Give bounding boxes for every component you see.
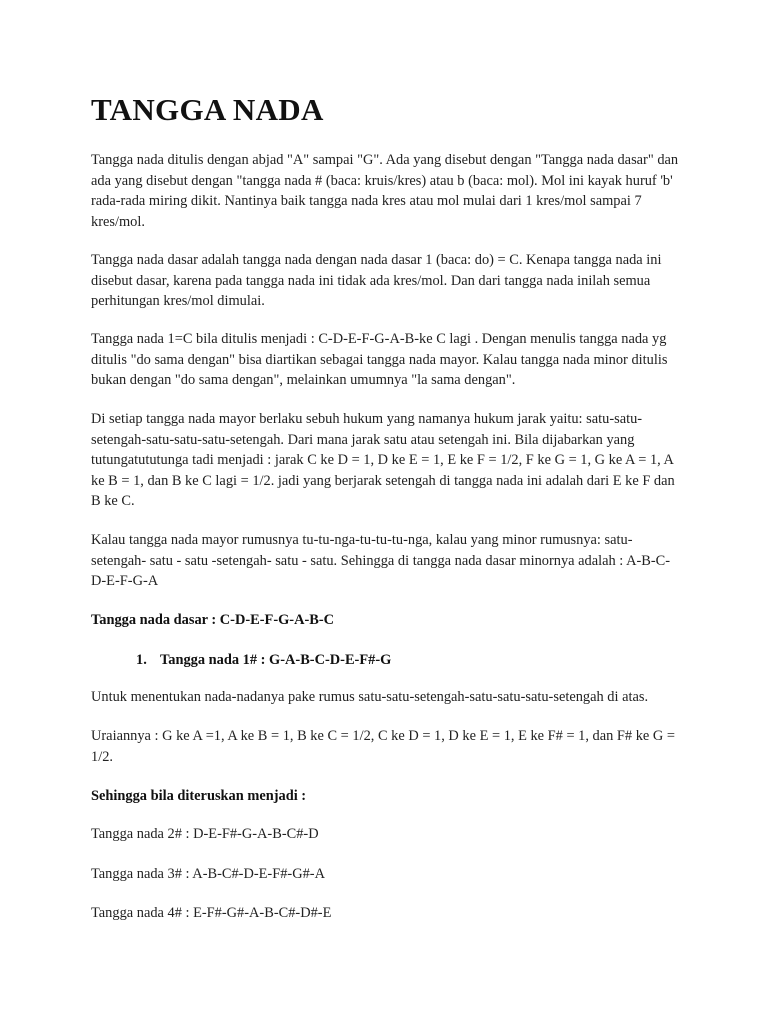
list-item-tangga-nada-1-kres	[136, 650, 391, 671]
paragraph-rumus: Untuk menentukan nada-nadanya pake rumus satu-satu-setengah-satu-satu-satu-setengah di atas.	[91, 689, 649, 705]
scale-line-3-kres: Tangga nada 3# : A-B-C#-D-E-F#-G#-A	[91, 866, 325, 882]
heading-sehingga: Sehingga bila diteruskan menjadi :	[91, 788, 307, 804]
scale-line-4-kres: Tangga nada 4# : E-F#-G#-A-B-C#-D#-E	[91, 905, 332, 921]
heading-tangga-nada-dasar: Tangga nada dasar : C-D-E-F-G-A-B-C	[91, 612, 335, 628]
list-item-text: Tangga nada 1# : G-A-B-C-D-E-F#-G	[160, 652, 392, 668]
paragraph-tangga-nada-dasar: Tangga nada dasar adalah tangga nada dengan nada dasar 1 (baca: do) = C. Kenapa tangga nada ini disebut dasar, karena pada tangga nada ini tidak ada kres/mol. Dan dari tangga nada inilah semua perhitungan kres/mol dimulai.	[91, 252, 662, 310]
scale-line-2-kres: Tangga nada 2# : D-E-F#-G-A-B-C#-D	[91, 826, 319, 842]
paragraph-rumus-minor: Kalau tangga nada mayor rumusnya tu-tu-nga-tu-tu-tu-nga, kalau yang minor rumusnya: satu-setengah- satu - satu -setengah- satu - satu. Sehingga di tangga nada dasar minornya adalah : A-B-C-D-E-F-G-A	[91, 532, 671, 590]
document-title: TANGGA NADA	[91, 92, 324, 127]
list-number: 1.	[136, 652, 147, 668]
paragraph-intro: Tangga nada ditulis dengan abjad "A" sampai "G". Ada yang disebut dengan "Tangga nada dasar" dan ada yang disebut dengan "tangga nada # (baca: kruis/kres) atau b (baca: mol). Mol ini kayak huruf 'b' rada-rada miring dikit. Nantinya baik tangga nada kres atau mol mulai dari 1 kres/mol sampai 7 kres/mol.	[91, 152, 679, 230]
paragraph-uraian: Uraiannya : G ke A =1, A ke B = 1, B ke C = 1/2, C ke D = 1, D ke E = 1, E ke F# = 1, dan F# ke G = 1/2.	[91, 728, 676, 765]
paragraph-tangga-nada-1c: Tangga nada 1=C bila ditulis menjadi : C-D-E-F-G-A-B-ke C lagi . Dengan menulis tangga nada yg ditulis "do sama dengan" bisa diartikan sebagai tangga nada mayor. Kalau tangga nada minor ditulis bukan dengan "do sama dengan", melainkan umumnya "la sama dengan".	[91, 331, 668, 389]
paragraph-hukum-jarak: Di setiap tangga nada mayor berlaku sebuh hukum yang namanya hukum jarak yaitu: satu-satu-setengah-satu-satu-satu-setengah. Dari mana jarak satu atau setengah ini. Bila dijabarkan yang tutungatututunga tadi menjadi : jarak C ke D = 1, D ke E = 1, E ke F = 1/2, F ke G = 1, G ke A = 1, A ke B = 1, dan B ke C lagi = 1/2. jadi yang berjarak setengah di tangga nada ini adalah dari E ke F dan B ke C.	[91, 411, 675, 510]
